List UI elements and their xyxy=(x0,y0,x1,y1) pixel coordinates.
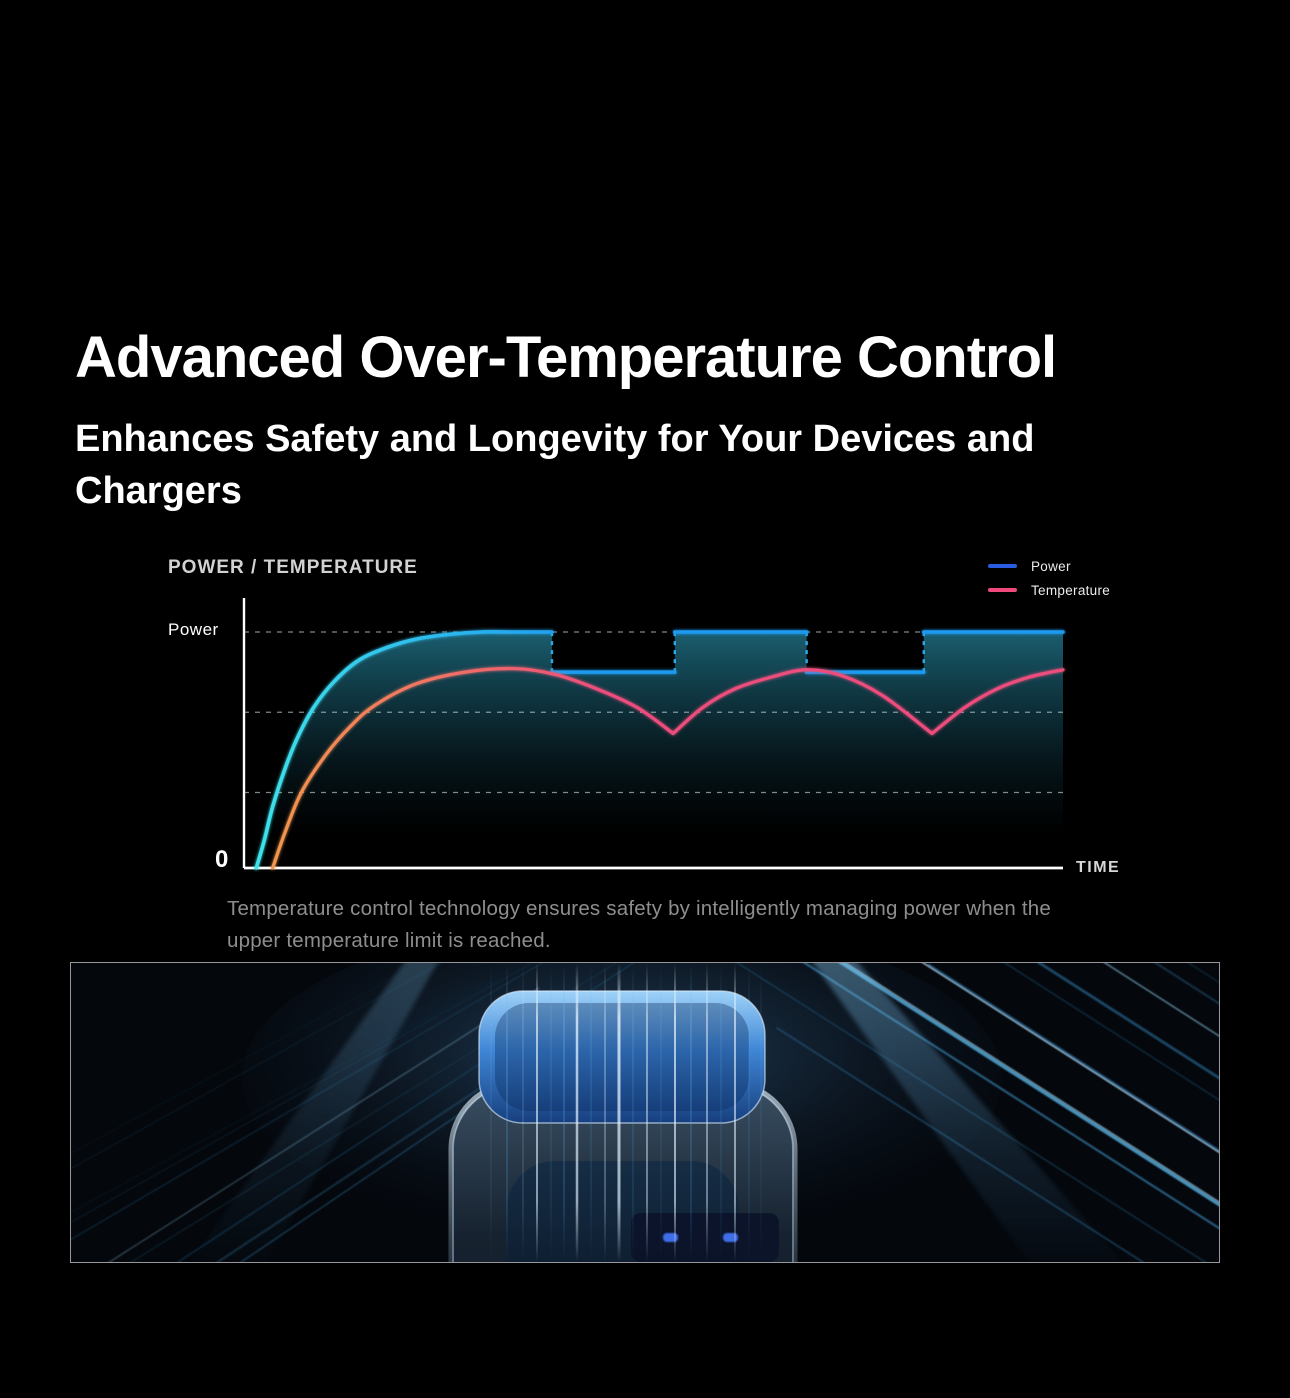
charger-port-area xyxy=(631,1213,779,1262)
page-title: Advanced Over-Temperature Control xyxy=(75,325,1057,390)
power-area-fill xyxy=(256,632,1063,868)
page-subtitle: Enhances Safety and Longevity for Your Devices and Chargers xyxy=(75,418,1035,513)
charger-photo xyxy=(71,963,1219,1262)
x-axis-label: TIME xyxy=(1076,859,1121,876)
origin-label: 0 xyxy=(215,846,229,873)
chart-title: POWER / TEMPERATURE xyxy=(168,557,418,578)
product-photo-frame xyxy=(70,962,1220,1263)
y-axis-label: Power xyxy=(168,620,219,639)
legend-item-power xyxy=(988,557,1110,575)
charger-top-inset xyxy=(495,1003,749,1111)
power-line-swatch xyxy=(988,564,1017,568)
legend-label-temperature: Temperature xyxy=(1031,582,1111,598)
chart-caption: Temperature control technology ensures safety by intelligently managing power when the upper temperature limit is reached. xyxy=(227,897,1051,953)
charger xyxy=(451,991,795,1262)
power-temperature-chart xyxy=(160,590,1140,880)
legend-label-power: Power xyxy=(1031,558,1071,574)
